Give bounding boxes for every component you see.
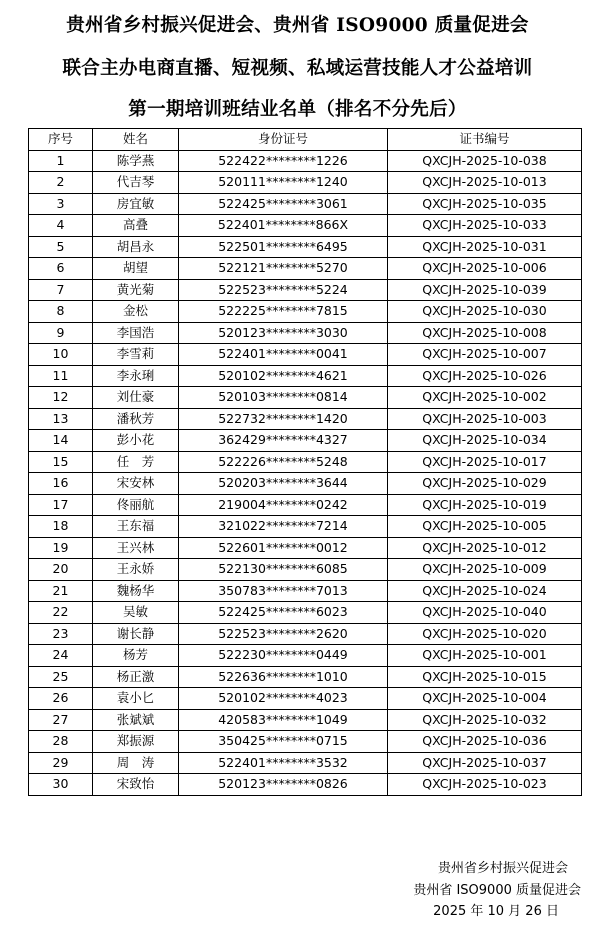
cell-index: 24 <box>29 645 93 667</box>
cell-name: 任 芳 <box>93 451 179 473</box>
table-row <box>29 430 582 452</box>
cell-index: 25 <box>29 666 93 688</box>
cell-name: 郑振源 <box>93 731 179 753</box>
cell-name: 李永琍 <box>93 365 179 387</box>
cell-certificate-number: QXCJH-2025-10-012 <box>388 537 582 559</box>
cell-id-number: 520102********4023 <box>179 688 388 710</box>
cell-id-number: 350783********7013 <box>179 580 388 602</box>
table-header <box>29 129 582 151</box>
graduate-list-table <box>28 128 582 796</box>
cell-certificate-number: QXCJH-2025-10-035 <box>388 193 582 215</box>
cell-certificate-number: QXCJH-2025-10-038 <box>388 150 582 172</box>
table-row <box>29 193 582 215</box>
cell-index: 7 <box>29 279 93 301</box>
cell-certificate-number: QXCJH-2025-10-030 <box>388 301 582 323</box>
cell-id-number: 520203********3644 <box>179 473 388 495</box>
table-row <box>29 774 582 796</box>
cell-name: 胡昌永 <box>93 236 179 258</box>
document-title-line-3: 第一期培训班结业名单（排名不分先后） <box>128 99 467 120</box>
cell-index: 14 <box>29 430 93 452</box>
cell-certificate-number: QXCJH-2025-10-019 <box>388 494 582 516</box>
header-index: 序号 <box>29 129 93 151</box>
cell-name: 彭小花 <box>93 430 179 452</box>
cell-certificate-number: QXCJH-2025-10-034 <box>388 430 582 452</box>
cell-certificate-number: QXCJH-2025-10-037 <box>388 752 582 774</box>
cell-name: 吴敏 <box>93 602 179 624</box>
cell-certificate-number: QXCJH-2025-10-032 <box>388 709 582 731</box>
table-row <box>29 580 582 602</box>
cell-certificate-number: QXCJH-2025-10-005 <box>388 516 582 538</box>
cell-id-number: 522636********1010 <box>179 666 388 688</box>
table-row <box>29 688 582 710</box>
cell-certificate-number: QXCJH-2025-10-008 <box>388 322 582 344</box>
table-row <box>29 473 582 495</box>
table-row <box>29 387 582 409</box>
cell-certificate-number: QXCJH-2025-10-024 <box>388 580 582 602</box>
table-body <box>29 150 582 795</box>
cell-certificate-number: QXCJH-2025-10-003 <box>388 408 582 430</box>
cell-certificate-number: QXCJH-2025-10-013 <box>388 172 582 194</box>
table-row <box>29 279 582 301</box>
table-row <box>29 645 582 667</box>
cell-certificate-number: QXCJH-2025-10-006 <box>388 258 582 280</box>
cell-index: 3 <box>29 193 93 215</box>
cell-id-number: 522601********0012 <box>179 537 388 559</box>
cell-certificate-number: QXCJH-2025-10-004 <box>388 688 582 710</box>
table-row <box>29 150 582 172</box>
cell-id-number: 350425********0715 <box>179 731 388 753</box>
cell-index: 22 <box>29 602 93 624</box>
cell-index: 6 <box>29 258 93 280</box>
cell-name: 杨芳 <box>93 645 179 667</box>
cell-name: 宋安林 <box>93 473 179 495</box>
cell-id-number: 420583********1049 <box>179 709 388 731</box>
table-row <box>29 258 582 280</box>
cell-index: 17 <box>29 494 93 516</box>
cell-certificate-number: QXCJH-2025-10-001 <box>388 645 582 667</box>
cell-certificate-number: QXCJH-2025-10-026 <box>388 365 582 387</box>
cell-index: 18 <box>29 516 93 538</box>
cell-name: 袁小匕 <box>93 688 179 710</box>
cell-name: 高叠 <box>93 215 179 237</box>
cell-id-number: 219004********0242 <box>179 494 388 516</box>
header-certificate-number: 证书编号 <box>388 129 582 151</box>
table-row <box>29 559 582 581</box>
cell-certificate-number: QXCJH-2025-10-033 <box>388 215 582 237</box>
cell-name: 房宜敏 <box>93 193 179 215</box>
cell-certificate-number: QXCJH-2025-10-020 <box>388 623 582 645</box>
cell-name: 张斌斌 <box>93 709 179 731</box>
cell-name: 李雪莉 <box>93 344 179 366</box>
cell-index: 26 <box>29 688 93 710</box>
cell-index: 19 <box>29 537 93 559</box>
cell-certificate-number: QXCJH-2025-10-015 <box>388 666 582 688</box>
table-header-row <box>29 129 582 151</box>
header-name: 姓名 <box>93 129 179 151</box>
cell-certificate-number: QXCJH-2025-10-007 <box>388 344 582 366</box>
cell-index: 12 <box>29 387 93 409</box>
cell-certificate-number: QXCJH-2025-10-017 <box>388 451 582 473</box>
cell-name: 佟丽航 <box>93 494 179 516</box>
cell-name: 谢长静 <box>93 623 179 645</box>
cell-name: 宋致怡 <box>93 774 179 796</box>
cell-id-number: 522401********866X <box>179 215 388 237</box>
cell-certificate-number: QXCJH-2025-10-023 <box>388 774 582 796</box>
cell-id-number: 522121********5270 <box>179 258 388 280</box>
cell-certificate-number: QXCJH-2025-10-029 <box>388 473 582 495</box>
cell-index: 15 <box>29 451 93 473</box>
table-row <box>29 516 582 538</box>
cell-index: 13 <box>29 408 93 430</box>
table-row <box>29 666 582 688</box>
table-row <box>29 365 582 387</box>
cell-certificate-number: QXCJH-2025-10-039 <box>388 279 582 301</box>
cell-name: 王兴林 <box>93 537 179 559</box>
table-row <box>29 344 582 366</box>
cell-name: 刘仕豪 <box>93 387 179 409</box>
cell-certificate-number: QXCJH-2025-10-009 <box>388 559 582 581</box>
cell-index: 5 <box>29 236 93 258</box>
cell-certificate-number: QXCJH-2025-10-031 <box>388 236 582 258</box>
cell-name: 胡望 <box>93 258 179 280</box>
cell-id-number: 522523********5224 <box>179 279 388 301</box>
cell-index: 29 <box>29 752 93 774</box>
cell-name: 魏杨华 <box>93 580 179 602</box>
cell-id-number: 520123********0826 <box>179 774 388 796</box>
cell-index: 11 <box>29 365 93 387</box>
cell-index: 21 <box>29 580 93 602</box>
table-row <box>29 602 582 624</box>
cell-id-number: 522130********6085 <box>179 559 388 581</box>
cell-id-number: 520102********4621 <box>179 365 388 387</box>
cell-id-number: 321022********7214 <box>179 516 388 538</box>
cell-name: 王永娇 <box>93 559 179 581</box>
cell-certificate-number: QXCJH-2025-10-002 <box>388 387 582 409</box>
cell-id-number: 520111********1240 <box>179 172 388 194</box>
cell-id-number: 520103********0814 <box>179 387 388 409</box>
cell-id-number: 522425********6023 <box>179 602 388 624</box>
cell-id-number: 522425********3061 <box>179 193 388 215</box>
table-row <box>29 322 582 344</box>
cell-id-number: 520123********3030 <box>179 322 388 344</box>
cell-id-number: 522523********2620 <box>179 623 388 645</box>
cell-name: 王东福 <box>93 516 179 538</box>
cell-index: 20 <box>29 559 93 581</box>
table-row <box>29 236 582 258</box>
cell-index: 27 <box>29 709 93 731</box>
cell-name: 黄光菊 <box>93 279 179 301</box>
header-id-number: 身份证号 <box>179 129 388 151</box>
table-row <box>29 408 582 430</box>
cell-id-number: 522226********5248 <box>179 451 388 473</box>
cell-name: 金松 <box>93 301 179 323</box>
cell-index: 28 <box>29 731 93 753</box>
cell-index: 10 <box>29 344 93 366</box>
table-row <box>29 215 582 237</box>
cell-name: 陈学燕 <box>93 150 179 172</box>
cell-name: 杨正激 <box>93 666 179 688</box>
table-row <box>29 172 582 194</box>
cell-certificate-number: QXCJH-2025-10-040 <box>388 602 582 624</box>
cell-id-number: 522732********1420 <box>179 408 388 430</box>
cell-id-number: 522401********3532 <box>179 752 388 774</box>
cell-id-number: 522501********6495 <box>179 236 388 258</box>
cell-id-number: 522225********7815 <box>179 301 388 323</box>
footer-org-2: 贵州省 ISO9000 质量促进会 <box>413 883 581 898</box>
cell-id-number: 522401********0041 <box>179 344 388 366</box>
cell-id-number: 362429********4327 <box>179 430 388 452</box>
cell-index: 1 <box>29 150 93 172</box>
cell-index: 9 <box>29 322 93 344</box>
cell-id-number: 522422********1226 <box>179 150 388 172</box>
document-title-line-2: 联合主办电商直播、短视频、私域运营技能人才公益培训 <box>62 58 533 79</box>
table-row <box>29 731 582 753</box>
cell-index: 4 <box>29 215 93 237</box>
table-row <box>29 709 582 731</box>
cell-certificate-number: QXCJH-2025-10-036 <box>388 731 582 753</box>
footer-date: 2025 年 10 月 26 日 <box>433 904 559 919</box>
table-row <box>29 537 582 559</box>
document-title-line-1: 贵州省乡村振兴促进会、贵州省 ISO9000 质量促进会 <box>66 15 529 36</box>
cell-index: 16 <box>29 473 93 495</box>
table-row <box>29 494 582 516</box>
cell-index: 8 <box>29 301 93 323</box>
cell-id-number: 522230********0449 <box>179 645 388 667</box>
cell-name: 李国浩 <box>93 322 179 344</box>
cell-name: 周 涛 <box>93 752 179 774</box>
table-row <box>29 752 582 774</box>
footer-org-1: 贵州省乡村振兴促进会 <box>437 861 568 876</box>
cell-index: 30 <box>29 774 93 796</box>
table-row <box>29 623 582 645</box>
cell-index: 23 <box>29 623 93 645</box>
table-row <box>29 301 582 323</box>
cell-name: 潘秋芳 <box>93 408 179 430</box>
cell-name: 代吉琴 <box>93 172 179 194</box>
cell-index: 2 <box>29 172 93 194</box>
table-row <box>29 451 582 473</box>
